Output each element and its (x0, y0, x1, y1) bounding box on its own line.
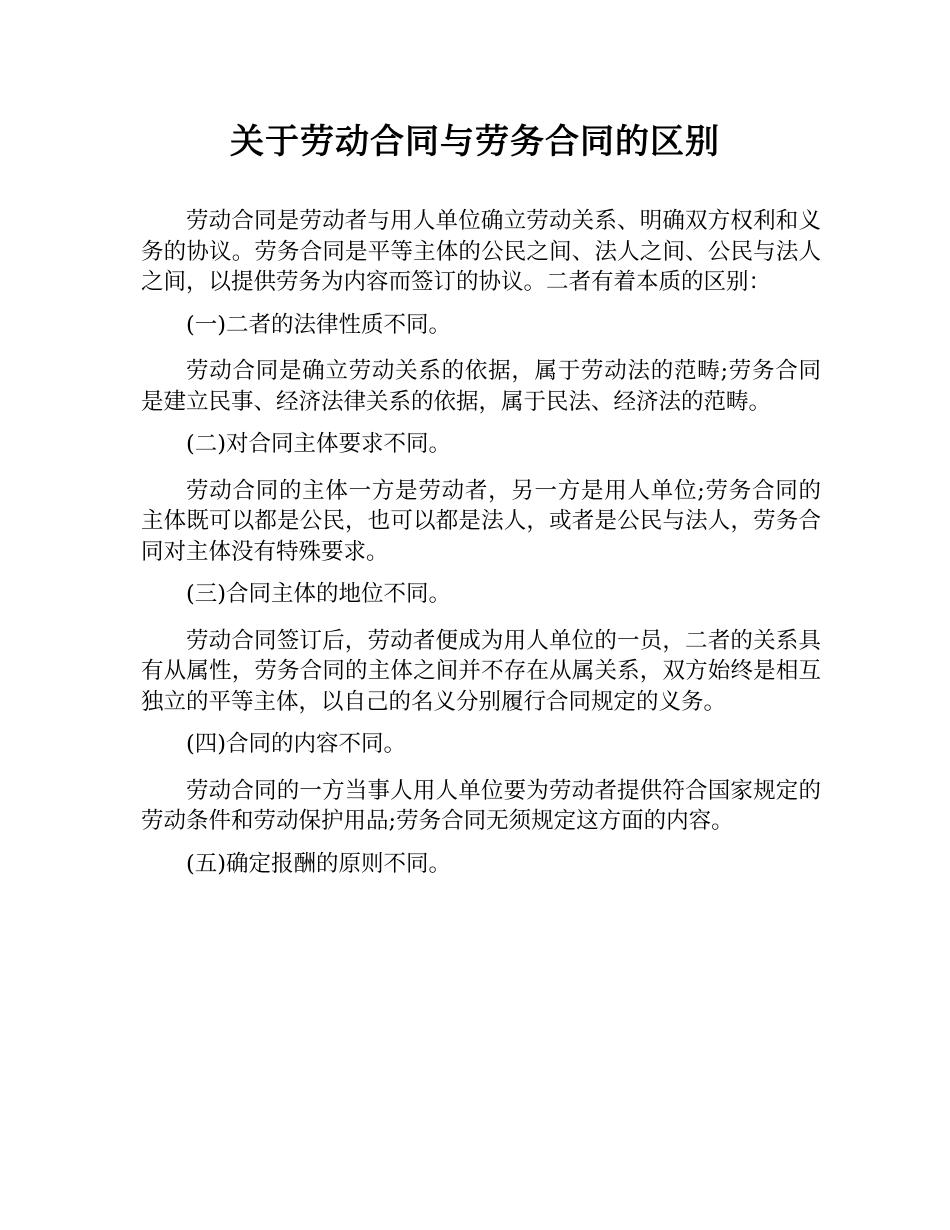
intro-paragraph: 劳动合同是劳动者与用人单位确立劳动关系、明确双方权利和义务的协议。劳务合同是平等主体的公民之间、法人之间、公民与法人之间，以提供劳务为内容而签订的协议。二者有着本质的区别： (141, 208, 821, 295)
section-paragraph-1: 劳动合同是确立劳动关系的依据，属于劳动法的范畴;劳务合同是建立民事、经济法律关系的依据，属于民法、经济法的范畴。 (141, 358, 821, 415)
document-body (141, 206, 821, 895)
section-paragraph-3: 劳动合同签订后，劳动者便成为用人单位的一员，二者的关系具有从属性，劳务合同的主体之间并不存在从属关系，双方始终是相互独立的平等主体，以自己的名义分别履行合同规定的义务。 (141, 627, 821, 715)
section-heading-1: (一)二者的法律性质不同。 (186, 311, 452, 338)
section-paragraph-4: 劳动合同的一方当事人用人单位要为劳动者提供符合国家规定的劳动条件和劳动保护用品;劳务合同无须规定这方面的内容。 (141, 777, 821, 834)
section-paragraph-2: 劳动合同的主体一方是劳动者，另一方是用人单位;劳务合同的主体既可以都是公民，也可以都是法人，或者是公民与法人，劳务合同对主体没有特殊要求。 (141, 477, 821, 565)
section-heading-4: (四)合同的内容不同。 (186, 731, 407, 757)
section-heading-2: (二)对合同主体要求不同。 (186, 431, 452, 457)
section-heading-5: (五)确定报酬的原则不同。 (186, 850, 452, 877)
document-title: 关于劳动合同与劳务合同的区别 (230, 122, 720, 162)
section-heading-3: (三)合同主体的地位不同。 (186, 581, 452, 607)
